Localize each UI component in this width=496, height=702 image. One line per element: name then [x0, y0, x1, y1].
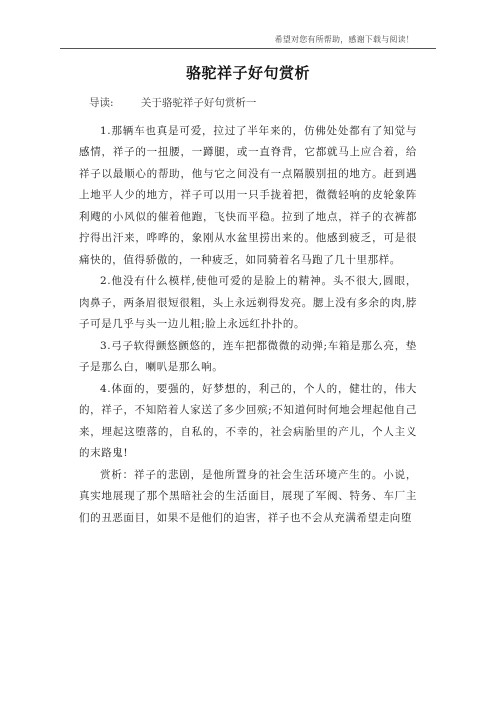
guide-line [79, 93, 417, 115]
document-body [79, 93, 417, 529]
document-title: 骆驼祥子好句赏析 [185, 64, 310, 82]
paragraph-1: 1.那辆车也真是可爱，拉过了半年来的，仿佛处处都有了知觉与感情，祥子的一扭腰，一蹲腿，或一直脊背，它都就马上应合着，给祥子以最顺心的帮助，他与它之间没有一点隔膜别扭的地方。赶到遇上地平人少的地方，祥子可以用一只手拢着把，微微轻响的皮轮象阵利飕的小风似的催着他跑，飞快而平稳。拉到了地点，祥子的衣裤都拧得出汗来，哗哗的，象刚从水盆里捞出来的。他感到疲乏，可是很痛快的，值得骄傲的，一种疲乏，如同骑着名马跑了几十里那样。 [79, 124, 417, 266]
guide-label: 导读: [89, 97, 114, 109]
paragraph-4: 4.体面的，要强的，好梦想的，利己的，个人的，健壮的，伟大的，祥子，不知陪着人家送了多少回殡;不知道何时何地会埋起他自己来，埋起这堕落的，自私的，不幸的，社会病胎里的产儿，个人主义的末路鬼! [79, 382, 417, 459]
header-divider [60, 48, 436, 49]
paragraph-2: 2.他没有什么模样,使他可爱的是脸上的精神。头不很大,圆眼，肉鼻子，两条眉很短很粗，头上永远剃得发亮。腮上没有多余的肉,脖子可是几乎与头一边儿粗;脸上永远红扑扑的。 [79, 275, 417, 330]
header-note: 希望对您有所帮助，感谢下载与阅读！ [274, 35, 414, 44]
paragraph-analysis: 赏析：祥子的悲剧，是他所置身的社会生活环境产生的。小说，真实地展现了那个黑暗社会的生活面目，展现了军阀、特务、车厂主们的丑恶面目，如果不是他们的迫害，祥子也不会从充满希望走向堕 [79, 468, 417, 524]
paragraph-3: 3.弓子软得颤悠颤悠的，连车把都微微的动弹;车箱是那么亮，垫子是那么白，喇叭是那么响。 [79, 339, 417, 373]
guide-text: 关于骆驼祥子好句赏析一 [140, 97, 257, 109]
